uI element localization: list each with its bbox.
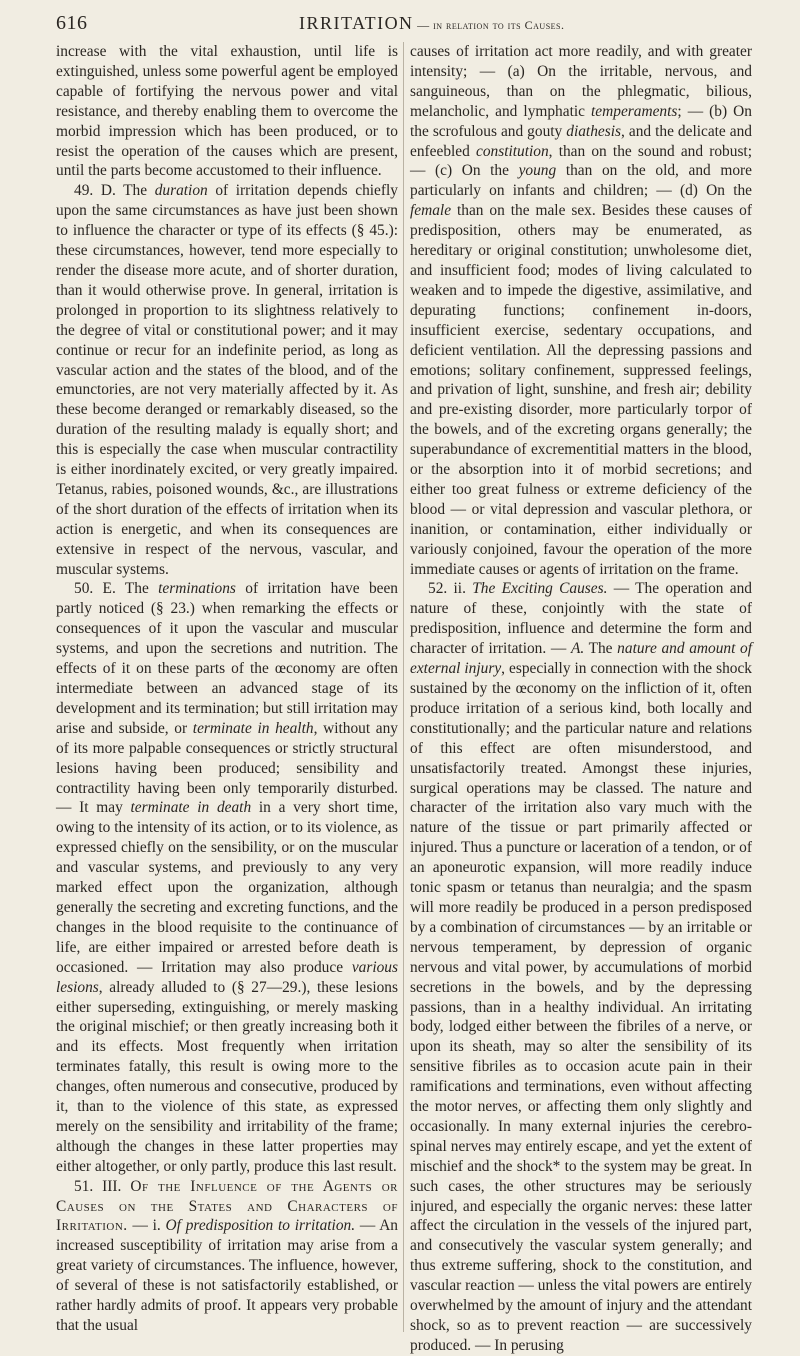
paragraph-49 [56,181,398,579]
paragraph-51 [56,1177,398,1336]
paragraph-text: of irritation have been partly noticed (§ 23.) when remarking the effects or consequences of it upon the vascular and muscular systems, and upon the secretions and nutrition. The effects of it on these parts of the œconomy are often intermediate between an advanced stage of its development and its termination; but still irritation may arise and subside, or [56,580,398,737]
paragraph-50 [56,579,398,1176]
paragraph-52 [410,579,752,1355]
paragraph [56,42,398,181]
paragraph-text: — The operation and nature of these, conjointly with the state of predisposition, influence and determine the form and character of irritation. — [410,580,752,658]
left-column [56,42,398,1336]
paragraph-text: increase with the vital exhaustion, until life is extinguished, unless some powerful agent be employed capable of fortifying the nervous power and vital resistance, and thereby enabling them to overcome the morbid impression which has been produced, or to resist the operation of the causes which are present, until the parts become accustomed to their influence. [56,43,398,180]
italic-term: various lesions [56,958,398,996]
italic-term: female [410,202,452,220]
paragraph-lead: 49. D. The [74,182,155,200]
page-number: 616 [56,12,88,34]
italic-term: duration [154,182,208,200]
paragraph-text: , and the delicate and enfeebled [410,122,752,160]
paragraph [410,42,752,579]
column-divider [403,42,404,1332]
paragraph-text: than on the old, and more particularly on infants and children; — (d) On the [410,162,752,200]
right-column [410,42,752,1356]
running-head-main: IRRITATION [299,13,414,33]
paragraph-text: than on the male sex. Besides these causes of predisposition, others may be enumerated, as hereditary or original constitution; unwholesome diet, and insufficient food; modes of living calculated to weaken and to impede the digestive, assimilative, and depurating functions; confinement in-doors, insufficient exercise, sedentary occupations, and deficient ventilation. All the depressing passions and emotions; solitary confinement, suppressed feelings, and privation of light, sunshine, and fresh air; debility and pre-existing disorder, more particularly torpor of the bowels, and of the excreting organs generally; the superabundance of excrementitial matters in the blood, or the absorption into it of morbid secretions; and either too great fulness or extreme deficiency of the blood — or vital depression and vascular plethora, or inanition, or contamination, either individually or variously conjoined, favour the operation of the more immediate causes or agents of irritation on the frame. [410,202,752,578]
italic-term: terminate in death [130,799,252,817]
page-header [56,12,776,40]
section-heading: Of the Influence of the Agents or Causes on the States and Characters of Irritation. [56,1177,398,1235]
paragraph-lead: 50. E. The [74,580,159,598]
running-head-sub: — in relation to its Causes. [413,18,565,32]
section-number: 51. III. [74,1177,131,1195]
italic-term: diathesis [566,122,621,140]
paragraph-text: The [584,640,618,658]
italic-term: young [518,162,557,180]
italic-term: constitution [475,142,549,160]
paragraph-text: in a very short time, owing to the intensity of its action, or to its violence, as expressed chiefly on the sensibility, or on the muscular and vascular systems, and previously to any very marked effect upon the organization, although generally the secreting and excreting functions, and the changes in the blood requisite to the continuance of life, are either impaired or arrested before death is occasioned. — Irritation may also produce [56,799,398,976]
paragraph-text: — An increased susceptibility of irritation may arise from a great variety of circumstances. The influence, however, of several of these is not satisfactorily established, or rather hardly admits of proof. It appears very probable that the usual [56,1217,399,1334]
italic-term: terminate in health [192,719,314,737]
italic-term: terminations [158,580,236,598]
paragraph-text: of irritation depends chiefly upon the same circumstances as have just been shown to influence the character or type of its effects (§ 45.): these circumstances, however, tend more especially to render the disease more acute, and of shorter duration, than it would otherwise prove. In general, irritation is prolonged in proportion to its slightness relatively to the degree of vital or constitutional power; and it may continue or recur for an indefinite period, as long as vascular action and the states of the blood, and of the emunctories, are not very materially affected by it. As these become deranged or remarkably diseased, so the duration of the resulting malady is equally short; and this is especially the case when muscular contractility is either inordinately excited, or very greatly impaired. Tetanus, rabies, poisoned wounds, &c., are illustrations of the short duration of the effects of irritation when its action is energetic, and when its consequences are extensive in respect of the nervous, vascular, and muscular systems. [56,182,398,578]
paragraph-text: , especially in connection with the shock sustained by the œconomy on the infliction of it, often produce irritation of a serious kind, both locally and constitutionally; and the particular nature and relations of this effect are often misunderstood, and unsatisfactorily treated. Amongst these injuries, surgical operations may be classed. The nature and character of the irritation also vary much with the nature of the tissue or part primarily affected or injured. Thus a puncture or laceration of a tendon, or of an aponeurotic expansion, will more readily induce tonic spasm or tetanus than neuralgia; and the spasm will more readily be produced in a person predisposed by a combination of circumstances — by an irritable or nervous temperament, by depression of organic nervous and vital power, by accumulations of morbid secretions in the bowels, and by the depressing passions, than in a healthy individual. An irritating body, lodged either between the fibriles of a nerve, or upon its sheath, may so alter the sensibility of its sensitive fibriles as to occasion acute pain in their ramifications and terminations, even without affecting the motor nerves, or affecting them only slightly and occasionally. In many external injuries the cerebro-spinal nerves may entirely escape, and yet the extent of mischief and the shock* to the system may be great. In such cases, the other structures may be seriously injured, and especially the organic nerves: these latter affect the circulation in the vessels of the injured part, and consecutively the vascular system generally; and thus extreme suffering, shock to the constitution, and vascular reaction — unless the vital powers are entirely overwhelmed by the amount of injury and the attendant shock, so as to prevent reaction — are successively produced. — In perusing [410,660,752,1354]
paragraph-text: , without any of its more palpable consequences or strictly structural lesions having been produced; sensibility and contractility having been only temporarily disturbed. — It may [56,719,398,817]
section-number: 52. ii. [428,580,473,598]
italic-term: Of predisposition to irritation. [165,1217,356,1235]
paragraph-text: , than on the sound and robust; — (c) On the [410,142,752,180]
italic-term: temperaments [591,102,678,120]
section-heading: The Exciting Causes. [472,580,608,598]
running-head [88,13,777,34]
paragraph-text: — i. [127,1217,166,1235]
paragraph-text: , already alluded to (§ 27—29.), these lesions either superseding, extinguishing, or merely masking the original mischief; or then greatly increasing both it and its effects. Most frequently when irritation terminates fatally, this result is owing more to the changes, often numerous and consecutive, produced by it, than to the violence of this state, as expressed merely on the sensibility and irritability of the frame; although the changes in these latter properties may either altogether, or only partly, produce this last result. [56,978,398,1175]
paragraph-text: ; — (b) On the scrofulous and gouty [410,102,752,140]
italic-term: A. [570,640,585,658]
italic-term: nature and amount of external injury [410,640,752,678]
paragraph-text: causes of irritation act more readily, and with greater intensity; — (a) On the irritable, nervous, and sanguineous, than on the phlegmatic, bilious, melancholic, and lymphatic [410,43,752,120]
